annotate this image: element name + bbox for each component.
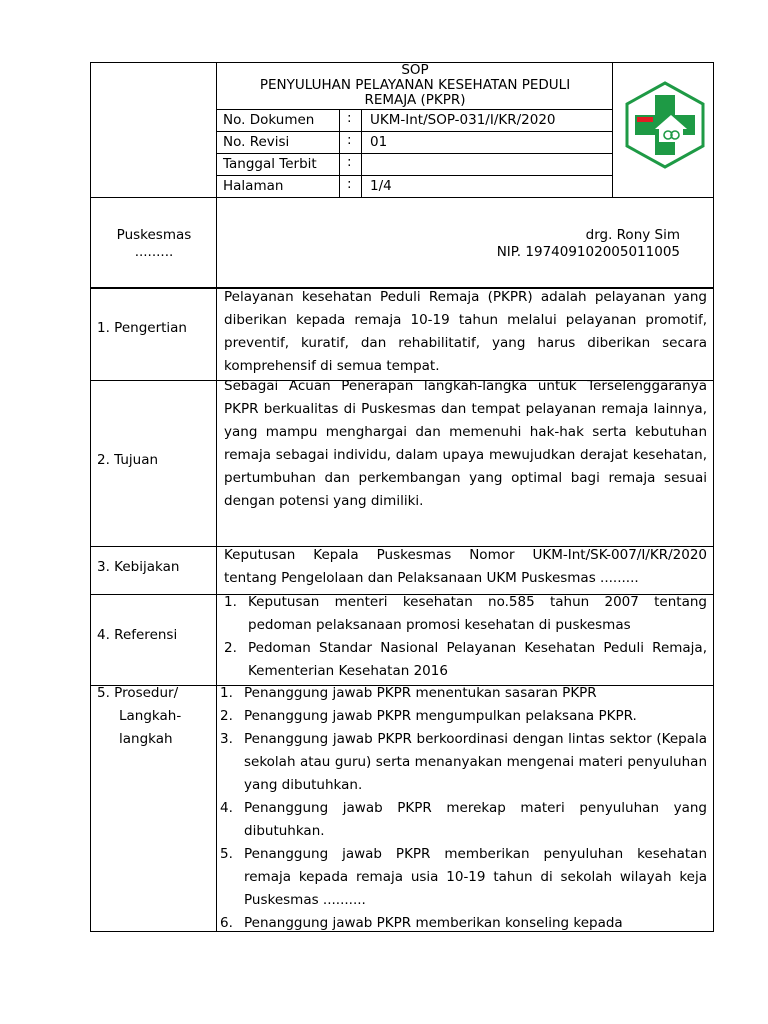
meta-row-no-revisi <box>217 131 613 153</box>
list-item <box>220 682 707 705</box>
label-line: Langkah- <box>119 708 182 724</box>
header-rule <box>91 197 713 198</box>
section-label: 3. Kebijakan <box>97 559 180 575</box>
meta-value: UKM-Int/SOP-031/I/KR/2020 <box>370 112 556 128</box>
title-line: SOP <box>401 62 429 78</box>
section-text: Keputusan Kepala Puskesmas Nomor UKM-Int/SK-007/I/KR/2020 tentang Pengelolaan dan Pelaksanaan UKM Puskesmas ......... <box>224 547 707 586</box>
label-line: langkah <box>119 731 173 747</box>
list-number: 1. <box>224 594 237 610</box>
list-text: Penanggung jawab PKPR berkoordinasi dengan lintas sektor (Kepala sekolah atau guru) serta menanyakan mengenai materi penyuluhan yang dibutuhkan. <box>244 731 707 793</box>
section-label: 2. Tujuan <box>97 452 159 468</box>
list-item <box>220 912 707 935</box>
section-prosedur <box>91 686 713 932</box>
signature-block <box>497 227 680 261</box>
meta-row-halaman <box>217 175 613 197</box>
meta-colon: : <box>347 110 352 126</box>
list-number: 6. <box>220 915 233 931</box>
meta-colon: : <box>347 176 352 192</box>
meta-label: No. Dokumen <box>223 112 315 128</box>
list-text: Penanggung jawab PKPR memberikan konseling kepada <box>244 915 623 931</box>
list-text: Penanggung jawab PKPR menentukan sasaran PKPR <box>244 685 597 701</box>
column-divider <box>216 289 217 380</box>
signatory-name: drg. Rony Sim <box>585 227 680 243</box>
section-list <box>220 682 707 935</box>
list-item <box>224 637 707 683</box>
list-item <box>220 705 707 728</box>
list-number: 2. <box>224 640 237 656</box>
section-text: Pelayanan kesehatan Peduli Remaja (PKPR) adalah pelayanan yang diberikan kepada remaja 10-19 tahun melalui pelayanan promotif, preventif, kuratif, dan rehabilitatif, yang harus diberikan secara komprehensif di semua tempat. <box>224 289 707 374</box>
document-title <box>217 63 613 108</box>
meta-value: 01 <box>370 134 388 150</box>
list-item <box>220 797 707 843</box>
meta-value: 1/4 <box>370 178 392 194</box>
list-text: Penanggung jawab PKPR mengumpulkan pelaksana PKPR. <box>244 708 637 724</box>
sop-content-table <box>90 288 714 932</box>
list-text: Penanggung jawab PKPR merekap materi penyuluhan yang dibutuhkan. <box>244 800 707 839</box>
section-list <box>224 591 707 683</box>
puskesmas-name: ......... <box>134 244 174 260</box>
column-divider <box>216 547 217 594</box>
meta-row-tanggal-terbit <box>217 153 613 175</box>
meta-colon: : <box>347 154 352 170</box>
list-number: 1. <box>220 685 233 701</box>
section-label <box>97 682 212 751</box>
list-number: 2. <box>220 708 233 724</box>
puskesmas-label: Puskesmas <box>116 227 192 243</box>
section-referensi <box>91 595 713 686</box>
section-text: Sebagai Acuan Penerapan langkah-langka untuk Terselenggaranya PKPR berkualitas di Puskesmas dan tempat pelayanan remaja lainnya, yang mampu menghargai dan memenuhi hak-hak serta kebutuhan remaja sebagai individu, dalam upaya mewujudkan derajat kesehatan, pertumbuhan dan perkembangan yang optimal bagi remaja sesuai dengan potensi yang dimiliki. <box>224 378 707 509</box>
title-line: PENYULUHAN PELAYANAN KESEHATAN PEDULI <box>259 77 571 93</box>
list-item <box>224 591 707 637</box>
meta-label: No. Revisi <box>223 134 290 150</box>
list-item <box>220 728 707 797</box>
column-divider <box>216 381 217 546</box>
meta-label: Halaman <box>223 178 284 194</box>
signatory-nip: NIP. 197409102005011005 <box>496 244 680 260</box>
column-divider <box>216 686 217 931</box>
list-number: 3. <box>220 731 233 747</box>
meta-row-no-dokumen <box>217 109 613 131</box>
list-text: Penanggung jawab PKPR memberikan penyuluhan kesehatan remaja kepada remaja usia 10-19 tahun di sekolah wilayah keja Puskesmas .......... <box>244 846 707 908</box>
section-label: 1. Pengertian <box>97 320 187 336</box>
list-item <box>220 843 707 912</box>
list-number: 4. <box>220 800 233 816</box>
puskesmas-cell <box>91 227 217 261</box>
section-label: 4. Referensi <box>97 627 178 643</box>
section-kebijakan <box>91 547 713 595</box>
list-text: Pedoman Standar Nasional Pelayanan Kesehatan Peduli Remaja, Kementerian Kesehatan 2016 <box>248 640 707 679</box>
meta-colon: : <box>347 132 352 148</box>
column-divider <box>216 595 217 685</box>
section-tujuan <box>91 378 713 547</box>
title-line: REMAJA (PKPR) <box>364 92 466 108</box>
section-pengertian <box>91 288 713 381</box>
list-text: Keputusan menteri kesehatan no.585 tahun 2007 tentang pedoman pelaksanaan promosi kesehatan di puskesmas <box>248 594 707 633</box>
puskesmas-logo-icon <box>621 81 709 169</box>
sop-header-table <box>90 62 714 288</box>
meta-label: Tanggal Terbit <box>223 156 317 172</box>
label-line: 5. Prosedur/ <box>97 685 179 701</box>
list-number: 5. <box>220 846 233 862</box>
